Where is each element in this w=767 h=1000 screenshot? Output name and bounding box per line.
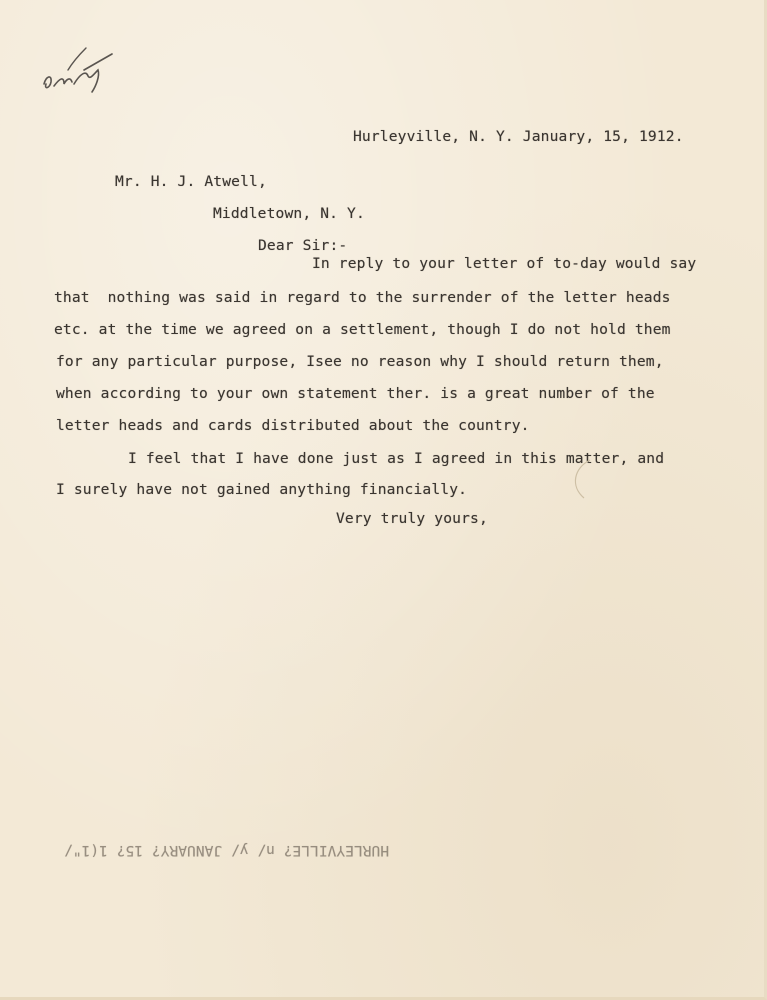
- mirrored-offset-text: HURLEYVILLE? n/ y/ JANUARY? 15? 1(1"/: [64, 842, 390, 859]
- paper-crease: [560, 456, 610, 502]
- body-line-4: for any particular purpose, Isee no reason why I should return them,: [56, 353, 664, 370]
- addressee-city: Middletown, N. Y.: [213, 205, 365, 222]
- body-line-3: etc. at the time we agreed on a settlement, though I do not hold them: [54, 321, 671, 338]
- salutation: Dear Sir:-: [258, 237, 348, 254]
- body-line-2: that nothing was said in regard to the surrender of the letter heads: [54, 289, 671, 306]
- addressee-name: Mr. H. J. Atwell,: [115, 173, 267, 190]
- pencil-scribble-icon: [38, 40, 118, 102]
- body-line-6: letter heads and cards distributed about the country.: [56, 417, 530, 434]
- handwritten-annotation: [38, 40, 118, 102]
- closing: Very truly yours,: [336, 510, 488, 527]
- dateline: Hurleyville, N. Y. January, 15, 1912.: [353, 128, 684, 145]
- body-line-5: when according to your own statement ther. is a great number of the: [56, 385, 655, 402]
- body-line-7: I feel that I have done just as I agreed in this matter, and: [128, 450, 665, 467]
- body-line-1: In reply to your letter of to-day would say: [312, 255, 697, 272]
- body-line-8: I surely have not gained anything financially.: [56, 481, 468, 498]
